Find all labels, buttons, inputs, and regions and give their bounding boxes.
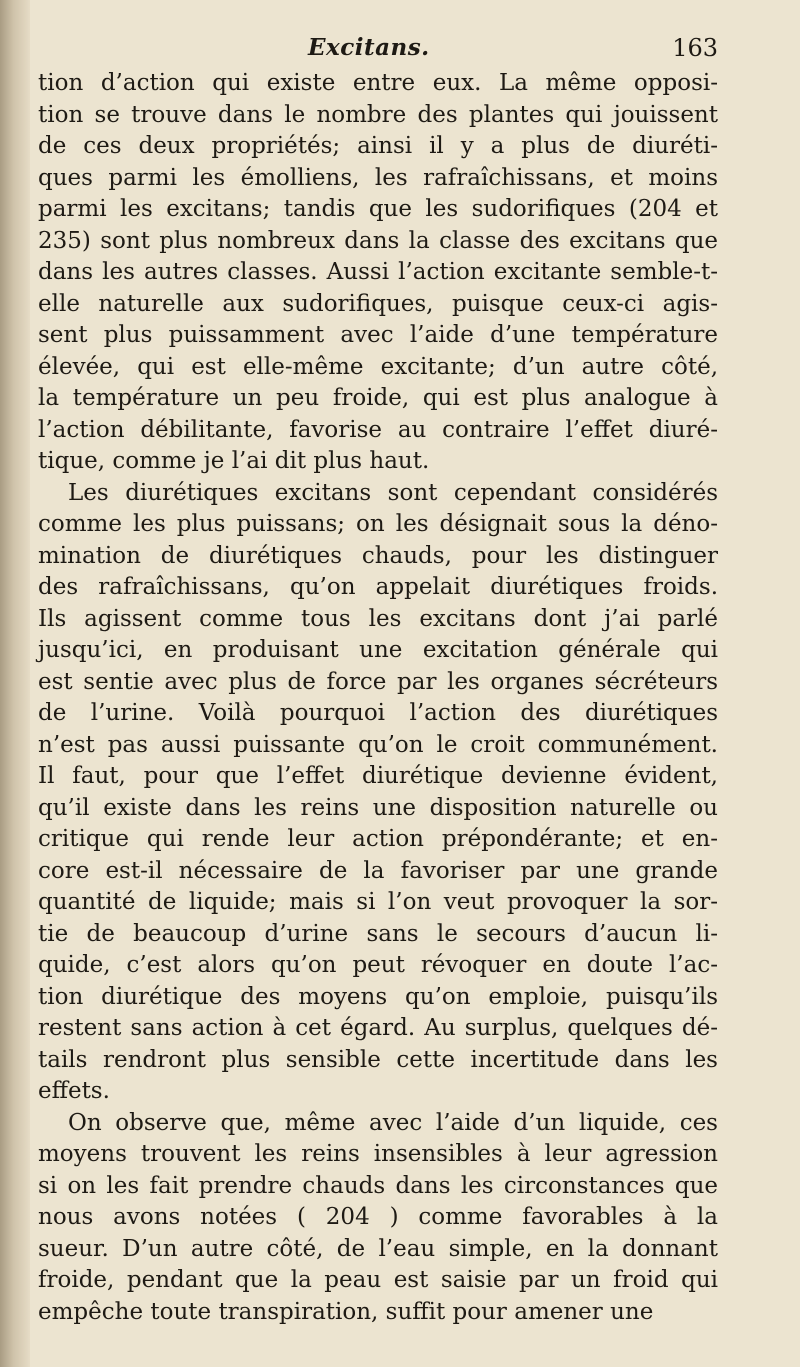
text-line: la température un peu froide, qui est plus analogue à xyxy=(38,385,718,411)
text-line: tails rendront plus sensible cette incertitude dans les xyxy=(38,1046,718,1073)
text-line: moyens trouvent les reins insensibles à leur agression xyxy=(38,1141,718,1167)
text-line: sent plus puissamment avec l’aide d’une température xyxy=(38,322,718,348)
text-line: tique, comme je l’ai dit plus haut. xyxy=(38,448,430,474)
text-line: comme les plus puissans; on les désignait sous la déno- xyxy=(38,511,718,537)
text-line: sueur. D’un autre côté, de l’eau simple, en la donnant xyxy=(38,1235,718,1262)
text-line: jusqu’ici, en produisant une excitation générale qui xyxy=(38,637,718,663)
body-text xyxy=(38,68,718,1328)
text-line: Les diurétiques excitans sont cependant considérés xyxy=(68,479,718,506)
text-line: mination de diurétiques chauds, pour les distinguer xyxy=(38,542,718,569)
text-line: empêche toute transpiration, suffit pour amener une xyxy=(38,1298,654,1325)
text-line: n’est pas aussi puissante qu’on le croit communément. xyxy=(38,731,718,758)
text-line: quantité de liquide; mais si l’on veut provoquer la sor- xyxy=(38,889,718,915)
text-line: effets. xyxy=(38,1078,110,1104)
paragraph xyxy=(38,68,718,478)
text-line: Il faut, pour que l’effet diurétique devienne évident, xyxy=(38,763,718,789)
paragraph xyxy=(38,478,718,1108)
text-line: tion se trouve dans le nombre des plantes qui jouissent xyxy=(38,101,718,128)
text-line: dans les autres classes. Aussi l’action excitante semble-t- xyxy=(38,259,718,285)
book-page xyxy=(38,28,718,1328)
running-title: Excitans. xyxy=(308,34,430,61)
text-line: critique qui rende leur action prépondérante; et en- xyxy=(38,826,718,852)
text-line: des rafraîchissans, qu’on appelait diurétiques froids. xyxy=(38,574,718,600)
text-line: parmi les excitans; tandis que les sudorifiques (204 et xyxy=(38,196,718,222)
text-line: restent sans action à cet égard. Au surplus, quelques dé- xyxy=(38,1015,718,1041)
text-line: nous avons notées ( 204 ) comme favorables à la xyxy=(38,1204,718,1230)
text-line: qu’il existe dans les reins une disposition naturelle ou xyxy=(38,794,718,821)
text-line: tie de beaucoup d’urine sans le secours d’aucun li- xyxy=(38,920,718,947)
text-line: tion diurétique des moyens qu’on emploie, puisqu’ils xyxy=(38,983,718,1010)
text-line: de l’urine. Voilà pourquoi l’action des diurétiques xyxy=(38,700,718,726)
text-line: élevée, qui est elle-même excitante; d’un autre côté, xyxy=(38,353,718,380)
book-spine-shadow xyxy=(0,0,30,1367)
running-head xyxy=(38,28,718,68)
text-line: quide, c’est alors qu’on peut révoquer en doute l’ac- xyxy=(38,952,718,978)
text-line: l’action débilitante, favorise au contraire l’effet diuré- xyxy=(38,416,718,443)
page-number: 163 xyxy=(672,34,718,62)
text-line: 235) sont plus nombreux dans la classe des excitans que xyxy=(38,227,718,254)
text-line: ques parmi les émolliens, les rafraîchissans, et moins xyxy=(38,164,718,191)
text-line: tion d’action qui existe entre eux. La même opposi- xyxy=(38,70,718,96)
text-line: core est-il nécessaire de la favoriser par une grande xyxy=(38,857,718,884)
text-line: de ces deux propriétés; ainsi il y a plus de diuréti- xyxy=(38,133,718,159)
paragraph xyxy=(38,1108,718,1329)
text-line: froide, pendant que la peau est saisie par un froid qui xyxy=(38,1267,718,1293)
text-line: Ils agissent comme tous les excitans dont j’ai parlé xyxy=(38,605,718,632)
text-line: On observe que, même avec l’aide d’un liquide, ces xyxy=(68,1109,718,1136)
text-line: est sentie avec plus de force par les organes sécréteurs xyxy=(38,668,718,695)
text-line: si on les fait prendre chauds dans les circonstances que xyxy=(38,1172,718,1199)
text-line: elle naturelle aux sudorifiques, puisque ceux-ci agis- xyxy=(38,290,718,317)
